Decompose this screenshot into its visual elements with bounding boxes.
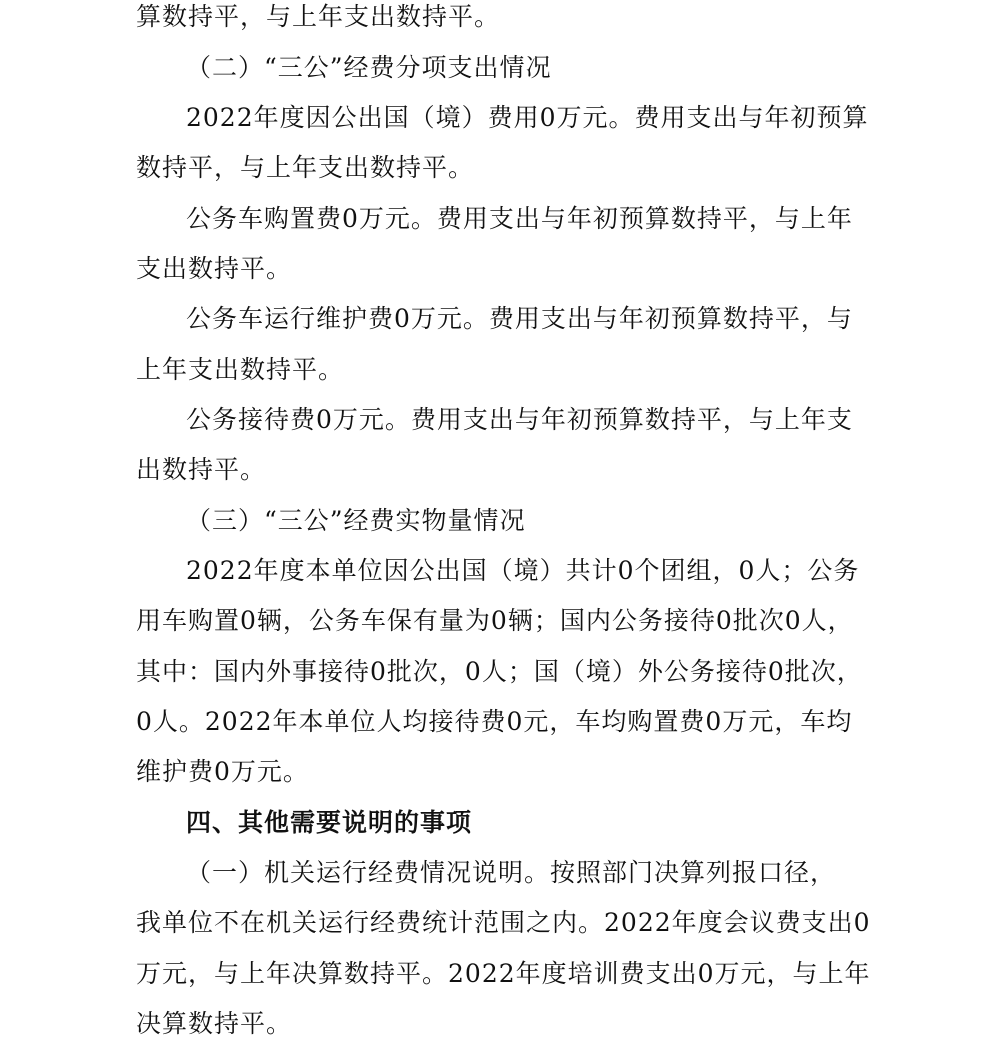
paragraph-line: 上年支出数持平。 (136, 355, 345, 384)
paragraph-line: 支出数持平。 (136, 254, 293, 283)
section-heading: （三）“三公”经费实物量情况 (186, 506, 526, 535)
paragraph-line: （一）机关运行经费情况说明。按照部门决算列报口径， (186, 858, 837, 887)
paragraph-line: 0人。2022年本单位人均接待费0元，车均购置费0万元，车均 (136, 707, 853, 736)
paragraph-line: 维护费0万元。 (136, 757, 309, 786)
paragraph-line: 用车购置0辆，公务车保有量为0辆；国内公务接待0批次0人， (136, 606, 854, 635)
paragraph-line: 公务车购置费0万元。费用支出与年初预算数持平，与上年 (186, 204, 853, 233)
section-heading-bold: 四、其他需要说明的事项 (186, 808, 473, 837)
paragraph-line: 数持平，与上年支出数持平。 (136, 153, 475, 182)
paragraph-line: 万元，与上年决算数持平。2022年度培训费支出0万元，与上年 (136, 959, 871, 988)
paragraph-line: 公务车运行维护费0万元。费用支出与年初预算数持平，与 (186, 304, 853, 333)
paragraph-line: 出数持平。 (136, 455, 267, 484)
text-line: 算数持平，与上年支出数持平。 (136, 2, 501, 31)
paragraph-line: 2022年度因公出国（境）费用0万元。费用支出与年初预算 (186, 103, 869, 132)
section-heading: （二）“三公”经费分项支出情况 (186, 53, 552, 82)
paragraph-line: 2022年度本单位因公出国（境）共计0个团组，0人；公务 (186, 556, 860, 585)
paragraph-line: 其中：国内外事接待0批次，0人；国（境）外公务接待0批次， (136, 657, 863, 686)
paragraph-line: 公务接待费0万元。费用支出与年初预算数持平，与上年支 (186, 405, 853, 434)
paragraph-line: 我单位不在机关运行经费统计范围之内。2022年度会议费支出0 (136, 908, 871, 937)
paragraph-line: 决算数持平。 (136, 1009, 293, 1038)
